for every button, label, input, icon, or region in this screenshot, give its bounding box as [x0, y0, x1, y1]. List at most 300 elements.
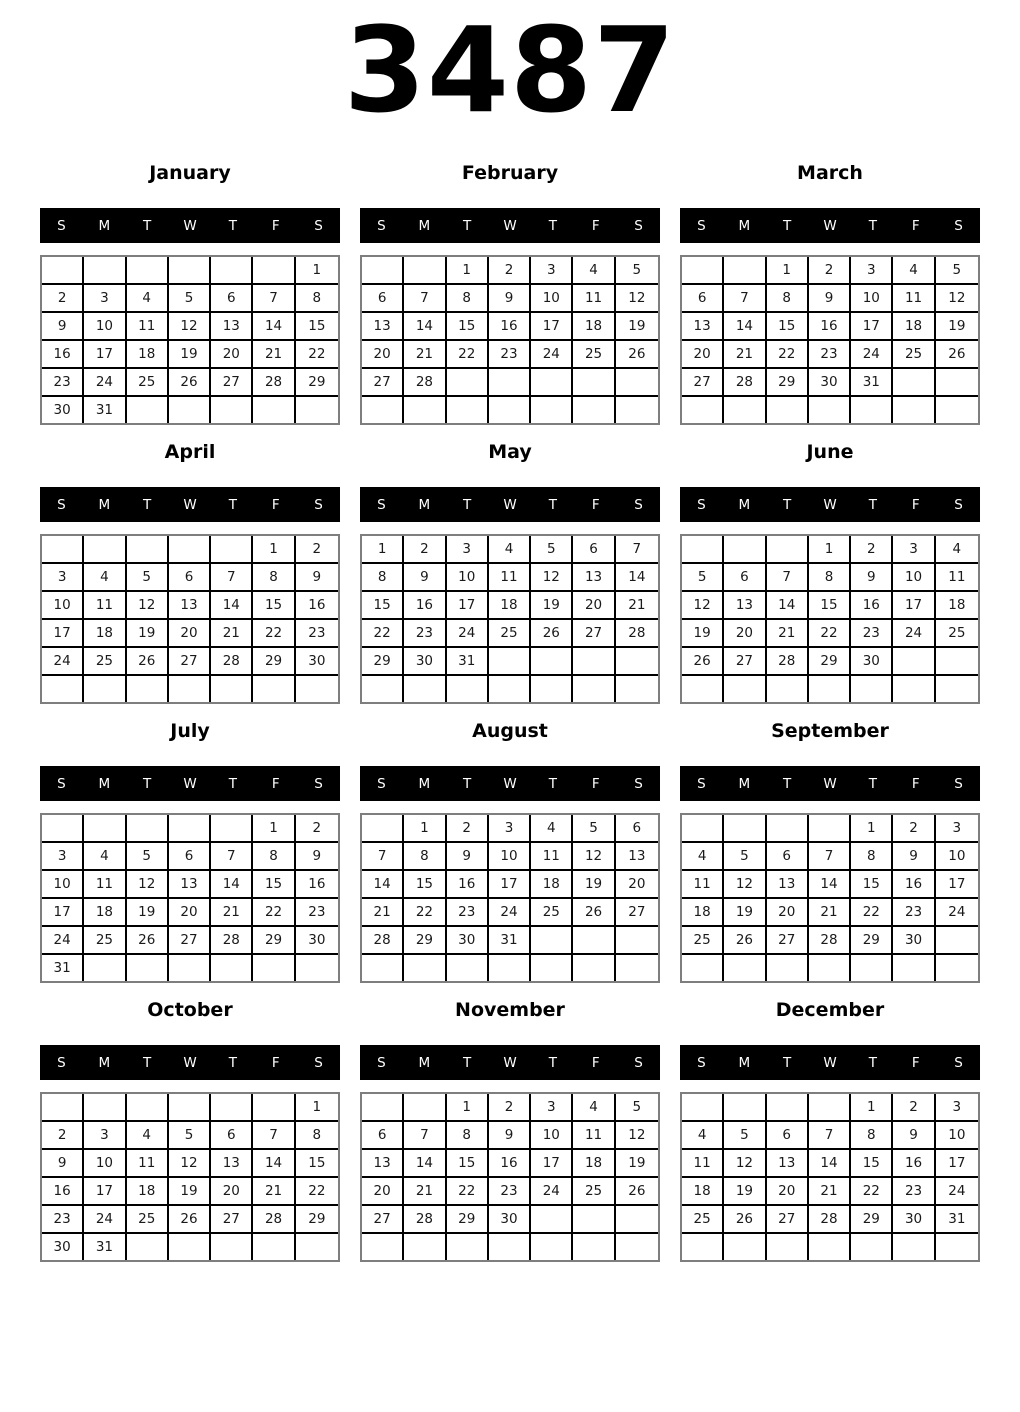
day-cell: 25 — [127, 369, 169, 397]
day-cell-empty — [851, 955, 893, 981]
day-cell: 27 — [169, 648, 211, 676]
day-cell: 12 — [169, 1150, 211, 1178]
day-cell: 20 — [767, 1178, 809, 1206]
day-cell-empty — [682, 815, 724, 843]
day-cell: 28 — [362, 927, 404, 955]
day-cell-empty — [447, 397, 489, 423]
month-block — [40, 983, 340, 1262]
day-cell: 19 — [724, 1178, 766, 1206]
weekday-label: S — [634, 1054, 643, 1071]
month-grid — [40, 534, 340, 704]
day-cell-empty — [253, 955, 295, 981]
day-cell: 16 — [42, 341, 84, 369]
day-cell: 17 — [84, 341, 126, 369]
day-cell-empty — [616, 397, 658, 423]
day-cell: 3 — [893, 536, 935, 564]
day-cell: 16 — [851, 592, 893, 620]
day-cell: 9 — [447, 843, 489, 871]
day-cell: 20 — [767, 899, 809, 927]
day-cell: 7 — [404, 285, 446, 313]
weekday-label: T — [463, 496, 472, 513]
day-cell: 25 — [936, 620, 978, 648]
day-cell: 14 — [616, 564, 658, 592]
day-cell: 11 — [682, 871, 724, 899]
day-cell: 7 — [809, 1122, 851, 1150]
day-cell-empty — [169, 536, 211, 564]
day-cell: 19 — [724, 899, 766, 927]
weekday-label: S — [954, 775, 963, 792]
month-block — [40, 425, 340, 704]
day-cell-empty — [84, 815, 126, 843]
day-cell-empty — [211, 676, 253, 702]
weekday-label: T — [868, 775, 877, 792]
day-cell: 12 — [616, 1122, 658, 1150]
weekday-label: W — [503, 775, 517, 792]
weekday-label: S — [377, 1054, 386, 1071]
weekday-label: S — [377, 775, 386, 792]
weekday-label: S — [377, 496, 386, 513]
day-cell-empty — [211, 397, 253, 423]
day-cell: 5 — [169, 285, 211, 313]
day-cell: 17 — [851, 313, 893, 341]
day-cell-empty — [362, 1234, 404, 1260]
month-grid — [40, 255, 340, 425]
day-cell: 27 — [211, 1206, 253, 1234]
day-cell: 11 — [127, 1150, 169, 1178]
day-cell: 6 — [211, 285, 253, 313]
day-cell-empty — [84, 257, 126, 285]
day-cell: 21 — [616, 592, 658, 620]
day-cell: 3 — [84, 1122, 126, 1150]
day-cell: 30 — [809, 369, 851, 397]
day-cell: 10 — [447, 564, 489, 592]
day-cell: 6 — [616, 815, 658, 843]
day-cell: 20 — [362, 1178, 404, 1206]
day-cell: 29 — [253, 927, 295, 955]
weekday-header-row — [680, 766, 980, 801]
day-cell: 8 — [447, 1122, 489, 1150]
weekday-label: F — [271, 217, 280, 234]
day-cell: 23 — [893, 899, 935, 927]
day-cell: 7 — [404, 1122, 446, 1150]
day-cell: 5 — [573, 815, 615, 843]
weekday-label: F — [911, 1054, 920, 1071]
day-cell-empty — [682, 397, 724, 423]
day-cell: 27 — [362, 369, 404, 397]
day-cell: 31 — [489, 927, 531, 955]
weekday-label: W — [823, 1054, 837, 1071]
day-cell-empty — [767, 815, 809, 843]
day-cell-empty — [767, 397, 809, 423]
months-grid — [0, 146, 1020, 1262]
day-cell: 23 — [42, 1206, 84, 1234]
day-cell: 7 — [211, 843, 253, 871]
day-cell: 22 — [253, 620, 295, 648]
day-cell: 6 — [573, 536, 615, 564]
day-cell: 9 — [42, 313, 84, 341]
day-cell: 14 — [211, 592, 253, 620]
weekday-label: T — [463, 1054, 472, 1071]
day-cell: 27 — [767, 1206, 809, 1234]
month-grid — [40, 813, 340, 983]
day-cell-empty — [616, 648, 658, 676]
day-cell-empty — [724, 955, 766, 981]
weekday-label: S — [634, 217, 643, 234]
day-cell: 14 — [809, 871, 851, 899]
day-cell-empty — [682, 1094, 724, 1122]
day-cell-empty — [296, 1234, 338, 1260]
day-cell: 28 — [724, 369, 766, 397]
day-cell: 15 — [296, 313, 338, 341]
day-cell-empty — [936, 397, 978, 423]
month-title: May — [488, 441, 532, 463]
day-cell: 12 — [616, 285, 658, 313]
day-cell-empty — [489, 369, 531, 397]
day-cell-empty — [296, 676, 338, 702]
day-cell-empty — [447, 676, 489, 702]
day-cell-empty — [616, 676, 658, 702]
day-cell-empty — [169, 676, 211, 702]
day-cell: 7 — [809, 843, 851, 871]
day-cell: 31 — [851, 369, 893, 397]
day-cell: 1 — [809, 536, 851, 564]
day-cell-empty — [362, 257, 404, 285]
day-cell-empty — [809, 676, 851, 702]
month-block — [680, 146, 980, 425]
day-cell-empty — [42, 676, 84, 702]
day-cell-empty — [362, 676, 404, 702]
day-cell: 13 — [169, 871, 211, 899]
day-cell: 20 — [724, 620, 766, 648]
day-cell: 25 — [84, 648, 126, 676]
weekday-label: F — [911, 496, 920, 513]
day-cell: 25 — [531, 899, 573, 927]
weekday-label: F — [591, 775, 600, 792]
day-cell-empty — [531, 676, 573, 702]
day-cell: 17 — [42, 620, 84, 648]
day-cell: 27 — [573, 620, 615, 648]
day-cell: 2 — [42, 285, 84, 313]
day-cell: 24 — [893, 620, 935, 648]
day-cell: 3 — [489, 815, 531, 843]
day-cell: 28 — [253, 369, 295, 397]
weekday-header-row — [680, 487, 980, 522]
day-cell: 28 — [253, 1206, 295, 1234]
day-cell: 15 — [404, 871, 446, 899]
weekday-label: M — [738, 775, 751, 792]
day-cell-empty — [211, 257, 253, 285]
day-cell: 2 — [489, 1094, 531, 1122]
day-cell: 27 — [682, 369, 724, 397]
day-cell: 20 — [169, 899, 211, 927]
day-cell: 21 — [253, 341, 295, 369]
day-cell: 21 — [404, 1178, 446, 1206]
day-cell: 7 — [211, 564, 253, 592]
day-cell-empty — [169, 955, 211, 981]
day-cell-empty — [127, 1234, 169, 1260]
day-cell: 10 — [84, 1150, 126, 1178]
weekday-label: W — [823, 496, 837, 513]
weekday-header-row — [360, 208, 660, 243]
day-cell: 15 — [851, 1150, 893, 1178]
day-cell-empty — [767, 955, 809, 981]
day-cell: 25 — [573, 341, 615, 369]
day-cell-empty — [404, 955, 446, 981]
day-cell: 26 — [573, 899, 615, 927]
weekday-header-row — [40, 766, 340, 801]
month-block — [40, 704, 340, 983]
day-cell: 27 — [211, 369, 253, 397]
weekday-label: T — [228, 496, 237, 513]
weekday-label: S — [954, 1054, 963, 1071]
day-cell: 25 — [84, 927, 126, 955]
weekday-label: F — [271, 496, 280, 513]
day-cell: 26 — [616, 341, 658, 369]
weekday-header-row — [680, 208, 980, 243]
day-cell: 22 — [253, 899, 295, 927]
day-cell: 21 — [404, 341, 446, 369]
day-cell: 18 — [682, 899, 724, 927]
day-cell-empty — [936, 676, 978, 702]
day-cell: 2 — [809, 257, 851, 285]
day-cell-empty — [127, 397, 169, 423]
weekday-label: S — [377, 217, 386, 234]
month-block — [360, 983, 660, 1262]
day-cell: 13 — [616, 843, 658, 871]
day-cell: 10 — [851, 285, 893, 313]
weekday-label: T — [868, 217, 877, 234]
day-cell: 17 — [936, 871, 978, 899]
day-cell: 19 — [616, 313, 658, 341]
day-cell: 14 — [253, 313, 295, 341]
day-cell: 10 — [936, 1122, 978, 1150]
day-cell: 21 — [211, 899, 253, 927]
day-cell: 23 — [851, 620, 893, 648]
day-cell: 10 — [893, 564, 935, 592]
day-cell: 5 — [936, 257, 978, 285]
day-cell: 18 — [936, 592, 978, 620]
weekday-label: S — [954, 496, 963, 513]
day-cell-empty — [404, 397, 446, 423]
weekday-label: T — [228, 217, 237, 234]
day-cell: 21 — [211, 620, 253, 648]
day-cell: 6 — [169, 564, 211, 592]
weekday-label: M — [418, 217, 431, 234]
day-cell-empty — [84, 1094, 126, 1122]
day-cell: 11 — [84, 592, 126, 620]
weekday-label: T — [463, 775, 472, 792]
day-cell: 25 — [682, 1206, 724, 1234]
day-cell: 16 — [447, 871, 489, 899]
day-cell: 19 — [169, 341, 211, 369]
day-cell: 26 — [724, 1206, 766, 1234]
weekday-header-row — [360, 766, 660, 801]
weekday-label: S — [57, 217, 66, 234]
day-cell: 2 — [489, 257, 531, 285]
weekday-label: W — [183, 775, 197, 792]
day-cell: 30 — [893, 1206, 935, 1234]
day-cell: 24 — [42, 927, 84, 955]
weekday-label: M — [418, 1054, 431, 1071]
day-cell: 1 — [851, 815, 893, 843]
day-cell-empty — [169, 815, 211, 843]
day-cell: 7 — [616, 536, 658, 564]
day-cell: 22 — [767, 341, 809, 369]
day-cell: 21 — [809, 899, 851, 927]
day-cell: 31 — [84, 397, 126, 423]
day-cell: 29 — [851, 927, 893, 955]
weekday-label: F — [591, 1054, 600, 1071]
day-cell: 7 — [724, 285, 766, 313]
weekday-label: S — [697, 496, 706, 513]
day-cell: 18 — [531, 871, 573, 899]
day-cell: 8 — [253, 843, 295, 871]
day-cell-empty — [682, 676, 724, 702]
day-cell: 22 — [447, 1178, 489, 1206]
day-cell: 1 — [447, 257, 489, 285]
day-cell: 8 — [362, 564, 404, 592]
day-cell: 30 — [489, 1206, 531, 1234]
day-cell: 13 — [767, 871, 809, 899]
weekday-label: F — [911, 217, 920, 234]
day-cell: 29 — [851, 1206, 893, 1234]
day-cell-empty — [724, 815, 766, 843]
day-cell: 24 — [84, 1206, 126, 1234]
day-cell: 16 — [404, 592, 446, 620]
day-cell-empty — [362, 1094, 404, 1122]
day-cell-empty — [531, 369, 573, 397]
day-cell-empty — [724, 676, 766, 702]
day-cell: 4 — [936, 536, 978, 564]
day-cell-empty — [573, 369, 615, 397]
weekday-header-row — [40, 487, 340, 522]
day-cell: 23 — [893, 1178, 935, 1206]
day-cell: 23 — [447, 899, 489, 927]
day-cell: 30 — [404, 648, 446, 676]
day-cell: 17 — [893, 592, 935, 620]
weekday-label: M — [738, 217, 751, 234]
day-cell: 14 — [211, 871, 253, 899]
day-cell: 3 — [936, 1094, 978, 1122]
day-cell-empty — [404, 1234, 446, 1260]
day-cell: 22 — [362, 620, 404, 648]
day-cell: 15 — [253, 871, 295, 899]
day-cell: 27 — [616, 899, 658, 927]
day-cell: 22 — [404, 899, 446, 927]
day-cell-empty — [682, 257, 724, 285]
day-cell: 4 — [682, 1122, 724, 1150]
day-cell: 12 — [724, 1150, 766, 1178]
day-cell-empty — [573, 927, 615, 955]
day-cell-empty — [573, 676, 615, 702]
weekday-label: M — [418, 775, 431, 792]
day-cell: 21 — [809, 1178, 851, 1206]
day-cell: 5 — [169, 1122, 211, 1150]
day-cell: 20 — [169, 620, 211, 648]
day-cell-empty — [809, 397, 851, 423]
day-cell: 23 — [489, 1178, 531, 1206]
weekday-label: M — [98, 1054, 111, 1071]
day-cell-empty — [573, 397, 615, 423]
day-cell: 2 — [893, 1094, 935, 1122]
day-cell-empty — [573, 1206, 615, 1234]
day-cell: 5 — [682, 564, 724, 592]
month-grid — [360, 813, 660, 983]
day-cell: 15 — [447, 1150, 489, 1178]
month-block — [360, 146, 660, 425]
day-cell: 13 — [573, 564, 615, 592]
day-cell: 14 — [362, 871, 404, 899]
day-cell-empty — [851, 1234, 893, 1260]
weekday-label: S — [314, 775, 323, 792]
day-cell: 9 — [893, 843, 935, 871]
day-cell: 3 — [531, 257, 573, 285]
day-cell: 16 — [809, 313, 851, 341]
day-cell-empty — [936, 955, 978, 981]
weekday-label: T — [548, 775, 557, 792]
weekday-label: T — [783, 217, 792, 234]
day-cell-empty — [893, 955, 935, 981]
day-cell: 21 — [362, 899, 404, 927]
weekday-label: T — [228, 1054, 237, 1071]
day-cell: 22 — [851, 1178, 893, 1206]
day-cell: 4 — [84, 843, 126, 871]
month-block — [680, 983, 980, 1262]
day-cell: 17 — [936, 1150, 978, 1178]
day-cell: 11 — [531, 843, 573, 871]
day-cell: 14 — [724, 313, 766, 341]
day-cell: 6 — [362, 1122, 404, 1150]
day-cell: 9 — [489, 1122, 531, 1150]
day-cell-empty — [809, 1234, 851, 1260]
day-cell: 29 — [767, 369, 809, 397]
day-cell: 18 — [84, 899, 126, 927]
day-cell-empty — [42, 536, 84, 564]
day-cell: 12 — [682, 592, 724, 620]
day-cell: 16 — [893, 1150, 935, 1178]
month-title: April — [164, 441, 216, 463]
day-cell: 26 — [531, 620, 573, 648]
day-cell: 8 — [296, 1122, 338, 1150]
day-cell: 5 — [724, 1122, 766, 1150]
day-cell: 20 — [682, 341, 724, 369]
day-cell-empty — [893, 1234, 935, 1260]
day-cell: 17 — [84, 1178, 126, 1206]
month-title: June — [806, 441, 854, 463]
day-cell: 22 — [296, 1178, 338, 1206]
day-cell-empty — [724, 1094, 766, 1122]
day-cell: 21 — [253, 1178, 295, 1206]
day-cell: 28 — [404, 369, 446, 397]
weekday-label: T — [143, 1054, 152, 1071]
day-cell: 12 — [724, 871, 766, 899]
day-cell-empty — [169, 397, 211, 423]
month-title: February — [461, 162, 559, 184]
day-cell: 20 — [616, 871, 658, 899]
day-cell-empty — [489, 1234, 531, 1260]
day-cell: 7 — [253, 1122, 295, 1150]
day-cell-empty — [362, 815, 404, 843]
day-cell-empty — [489, 955, 531, 981]
day-cell: 19 — [169, 1178, 211, 1206]
day-cell: 2 — [404, 536, 446, 564]
day-cell-empty — [893, 369, 935, 397]
month-block — [360, 425, 660, 704]
weekday-label: T — [548, 217, 557, 234]
day-cell: 11 — [573, 1122, 615, 1150]
day-cell-empty — [296, 397, 338, 423]
day-cell: 17 — [531, 1150, 573, 1178]
